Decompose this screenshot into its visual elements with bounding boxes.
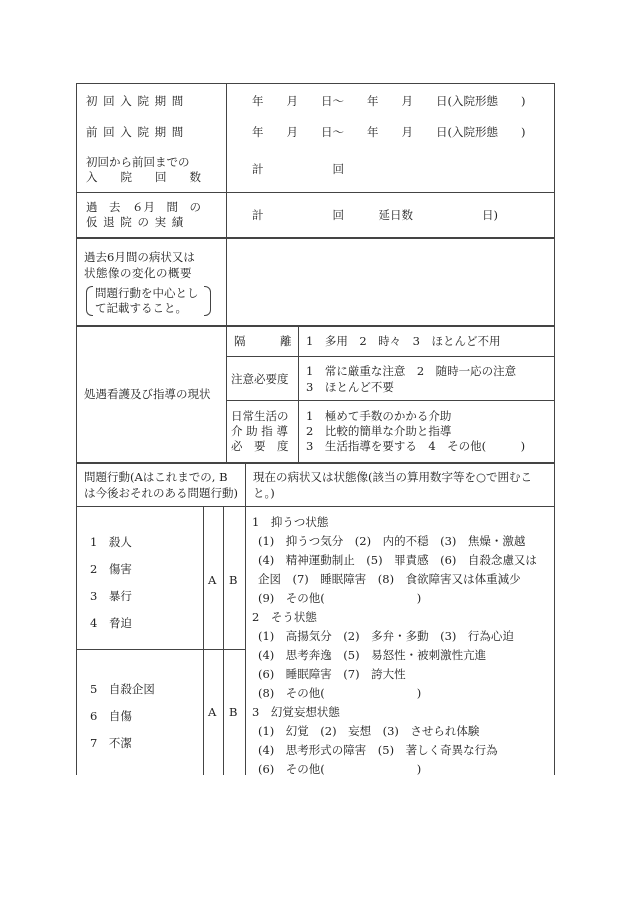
- border-col-b: [223, 507, 224, 775]
- border-right-s4: [554, 463, 555, 775]
- border-right-s3: [554, 326, 555, 463]
- provisional-discharge-field[interactable]: 計 回 延日数 日): [252, 208, 498, 222]
- border-left-s3: [76, 326, 77, 463]
- border-caution-bottom: [226, 400, 555, 401]
- behavior-item[interactable]: 3 暴行: [90, 589, 132, 603]
- border-section1-bottom: [76, 237, 555, 239]
- status-line[interactable]: (4) 思考奔逸 (5) 易怒性・被刺激性亢進: [258, 648, 487, 662]
- first-admission-label: 初 回 入 院 期 間: [86, 94, 185, 108]
- status-line[interactable]: (8) その他( ): [258, 686, 422, 700]
- border-divider-s3: [226, 326, 227, 463]
- status-line[interactable]: 企図 (7) 睡眠障害 (8) 食欲障害又は体重減少: [258, 572, 521, 586]
- behavior-item[interactable]: 2 傷害: [90, 562, 132, 576]
- border-top: [76, 83, 555, 84]
- border-group-divider: [76, 649, 246, 650]
- border-section3-bottom: [76, 462, 555, 464]
- provisional-discharge-label-2: 仮 退 院 の 実 績: [86, 215, 185, 229]
- status-line[interactable]: (4) 思考形式の障害 (5) 著しく奇異な行為: [258, 743, 498, 757]
- daily-assist-label-2: 介 助 指 導: [231, 424, 288, 438]
- behavior-item[interactable]: 4 脅迫: [90, 616, 132, 630]
- border-right-s2: [554, 238, 555, 326]
- status-line[interactable]: (6) その他( ): [258, 762, 422, 776]
- current-status-header-1: 現在の病状又は状態像(該当の算用数字等を○で囲むこ: [253, 470, 533, 484]
- status-line[interactable]: (4) 精神運動制止 (5) 罪責感 (6) 自殺念慮又は: [258, 553, 537, 567]
- caution-level-label: 注意必要度: [231, 372, 289, 386]
- behavior-item[interactable]: 7 不潔: [90, 736, 132, 750]
- provisional-discharge-label-1: 過 去 ６月 間 の: [86, 200, 201, 214]
- care-guidance-label: 処遇看護及び指導の現状: [84, 387, 211, 401]
- border-divider-s3b: [298, 326, 299, 463]
- daily-assist-options-1[interactable]: 1 極めて手数のかかる介助: [306, 409, 452, 423]
- status-line[interactable]: (1) 幻覚 (2) 妄想 (3) させられ体験: [258, 724, 480, 738]
- caution-options-1[interactable]: 1 常に厳重な注意 2 随時一応の注意: [306, 364, 517, 378]
- mark-b[interactable]: B: [229, 705, 238, 719]
- mark-a[interactable]: A: [208, 573, 217, 587]
- daily-assist-label-3: 必 要 度: [231, 439, 289, 453]
- status-line[interactable]: (9) その他( ): [258, 591, 422, 605]
- note-bracket-left: [86, 286, 93, 316]
- admission-count-label-1: 初回から前回までの: [86, 155, 190, 169]
- admission-count-field[interactable]: 計 回: [252, 162, 344, 176]
- daily-assist-options-3[interactable]: 3 生活指導を要する 4 その他( ): [306, 439, 526, 453]
- border-divider-s1: [226, 83, 227, 238]
- isolation-label: 隔 離: [234, 334, 292, 348]
- status-line[interactable]: (1) 抑うつ気分 (2) 内的不穏 (3) 焦燥・激越: [258, 534, 526, 548]
- note-bracket-right: [204, 286, 211, 316]
- condition-change-label-2: 状態像の変化の概要: [84, 266, 192, 280]
- problem-behavior-header-2: は今後おそれのある問題行動): [84, 486, 238, 500]
- status-line[interactable]: (1) 高揚気分 (2) 多弁・多動 (3) 行為心迫: [258, 629, 514, 643]
- condition-change-note-1: 問題行動を中心とし: [95, 286, 199, 300]
- border-header-bottom: [76, 506, 555, 507]
- isolation-options[interactable]: 1 多用 2 時々 3 ほとんど不用: [306, 334, 501, 348]
- previous-admission-field[interactable]: 年 月 日〜 年 月 日(入院形態 ): [252, 125, 526, 139]
- behavior-item[interactable]: 1 殺人: [90, 535, 132, 549]
- border-row4-top: [76, 192, 555, 193]
- border-divider-s4: [245, 463, 246, 775]
- mark-b[interactable]: B: [229, 573, 238, 587]
- admission-count-label-2: 入 院 回 数: [86, 170, 201, 184]
- border-left-s4: [76, 463, 77, 775]
- behavior-item[interactable]: 5 自殺企図: [90, 682, 155, 696]
- previous-admission-label: 前 回 入 院 期 間: [86, 125, 185, 139]
- border-section2-bottom: [76, 325, 555, 327]
- border-left-s2: [76, 238, 77, 326]
- border-isolation-bottom: [226, 356, 555, 357]
- status-line[interactable]: (6) 睡眠障害 (7) 誇大性: [258, 667, 406, 681]
- border-col-a: [203, 507, 204, 775]
- border-divider-s2: [226, 238, 227, 326]
- daily-assist-options-2[interactable]: 2 比較的簡単な介助と指導: [306, 424, 452, 438]
- condition-change-label-1: 過去6月間の病状又は: [84, 250, 195, 264]
- condition-change-field[interactable]: [228, 240, 553, 324]
- mark-a[interactable]: A: [208, 705, 217, 719]
- status-line: 3 幻覚妄想状態: [252, 705, 340, 719]
- status-line: 2 そう状態: [252, 610, 317, 624]
- problem-behavior-header-1: 問題行動(Aはこれまでの, B: [84, 470, 228, 484]
- border-left-s1: [76, 83, 77, 238]
- status-line: 1 抑うつ状態: [252, 515, 329, 529]
- first-admission-field[interactable]: 年 月 日〜 年 月 日(入院形態 ): [252, 94, 526, 108]
- caution-options-2[interactable]: 3 ほとんど不要: [306, 380, 394, 394]
- current-status-header-2: と。): [253, 486, 275, 500]
- behavior-item[interactable]: 6 自傷: [90, 709, 132, 723]
- condition-change-note-2: て記載すること。: [95, 301, 187, 315]
- border-right-s1: [554, 83, 555, 238]
- daily-assist-label-1: 日常生活の: [231, 409, 289, 423]
